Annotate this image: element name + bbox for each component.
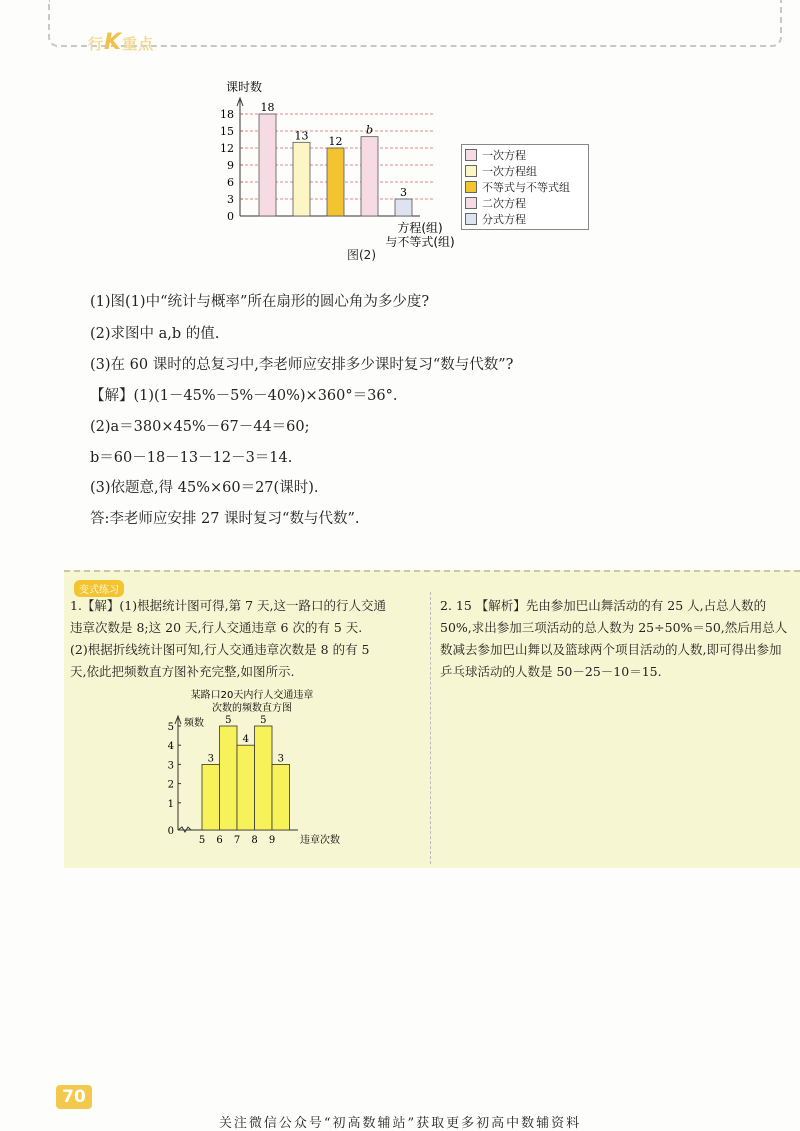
question-1: (1)图(1)中“统计与概率”所在扇形的圆心角为多少度? [90, 294, 430, 310]
answer-line: 答:李老师应安排 27 课时复习“数与代数”. [90, 511, 360, 527]
y-tick-label: 2 [167, 779, 174, 791]
question-3: (3)在 60 课时的总复习中,李老师应安排多少课时复习“数与代数”? [90, 357, 514, 373]
y-axis-label: 课时数 [226, 80, 263, 94]
legend-item [465, 179, 585, 195]
bar-value-label: 4 [242, 734, 249, 746]
y-tick-label: 6 [227, 176, 234, 189]
bar-value-label: 13 [294, 129, 309, 143]
bar [395, 199, 412, 216]
chart-title: 次数的频数直方图 [212, 703, 292, 714]
exercise-tag: 变式练习 [74, 580, 124, 597]
legend-swatch [465, 165, 477, 177]
solution-line-1: 【解】(1)(1－45%－5%－40%)×360°＝36°. [90, 388, 398, 404]
solution-line-3: b＝60－18－13－12－3＝14. [90, 450, 293, 466]
legend-swatch [465, 213, 477, 225]
bar-value-label: 3 [400, 186, 407, 199]
legend-label: 二次方程 [482, 197, 526, 210]
y-tick-label: 5 [167, 722, 174, 733]
x-axis-label: 与不等式(组) [385, 235, 455, 248]
column-divider [430, 592, 431, 864]
exercise-1-text [70, 595, 386, 683]
bar [293, 142, 310, 216]
y-tick-label: 3 [227, 193, 234, 206]
legend-label: 分式方程 [482, 213, 526, 226]
violation-histogram [160, 688, 360, 848]
solution-line-4: (3)依题意,得 45%×60＝27(课时). [90, 480, 319, 496]
legend-label: 一次方程组 [482, 165, 537, 178]
y-tick-label: 0 [167, 826, 174, 837]
histogram-bar [202, 764, 220, 830]
legend-item [465, 211, 585, 227]
legend-label: 不等式与不等式组 [482, 181, 570, 194]
brand-logo: 行K重点 [88, 30, 155, 55]
legend-swatch [465, 149, 477, 161]
exercise-2-line: 50%,求出参加三项活动的总人数为 25÷50%＝50,然后用总人 [440, 620, 788, 635]
x-tick-label: 5 [198, 835, 206, 846]
bar [259, 114, 276, 216]
bar-value-label: 5 [225, 715, 232, 726]
y-tick-label: 12 [220, 142, 234, 155]
y-tick-label: 15 [220, 125, 234, 138]
exercise-1-line: 违章次数是 8;这 20 天,行人交通违章 6 次的有 5 天. [70, 620, 363, 635]
x-tick-label: 9 [268, 835, 276, 846]
bar-value-label: 12 [328, 135, 343, 148]
question-2: (2)求图中 a,b 的值. [90, 326, 220, 342]
legend-item [465, 195, 585, 211]
histogram-bar [220, 726, 238, 830]
x-tick-label: 8 [251, 835, 258, 846]
y-tick-label: 4 [167, 741, 174, 753]
solution-line-2: (2)a＝380×45%－67－44＝60; [90, 419, 310, 435]
lesson-hours-bar-chart [220, 78, 460, 248]
histogram-bar [272, 764, 290, 830]
bar [327, 148, 344, 216]
footer-note: 关注微信公众号“初高数辅站”获取更多初高中数辅资料 [218, 1116, 582, 1131]
bar [361, 137, 378, 216]
exercise-2-text [440, 595, 787, 683]
histogram-bar [255, 726, 273, 830]
exercise-2-line: 2. 15 【解析】先由参加巴山舞活动的有 25 人,占总人数的 [440, 598, 767, 613]
y-tick-label: 0 [227, 210, 234, 223]
bar-value-label: 5 [260, 715, 267, 726]
bar-value-label: 3 [207, 753, 214, 765]
histogram-bar [237, 745, 255, 830]
legend-item [465, 147, 585, 163]
y-tick-label: 1 [167, 798, 174, 810]
x-tick-label: 6 [216, 835, 223, 846]
legend-label: 一次方程 [482, 149, 526, 162]
y-tick-label: 9 [227, 159, 234, 172]
exercise-1-line: 1.【解】(1)根据统计图可得,第 7 天,这一路口的行人交通 [70, 598, 386, 613]
chart-legend [461, 144, 589, 230]
x-axis-label: 违章次数 [300, 835, 340, 846]
exercise-1-line: 天,依此把频数直方图补充完整,如图所示. [70, 664, 295, 679]
bar-value-label: 18 [260, 101, 275, 114]
header-frame [48, 0, 782, 47]
y-tick-label: 3 [167, 760, 174, 772]
y-tick-label: 18 [220, 108, 234, 121]
chart-title: 某路口20天内行人交通违章 [190, 690, 314, 701]
x-axis-label: 方程(组) [397, 221, 443, 235]
exercise-2-line: 数减去参加巴山舞以及篮球两个项目活动的人数,即可得出参加 [440, 642, 782, 657]
bar-value-label: b [365, 123, 374, 137]
legend-item [465, 163, 585, 179]
legend-swatch [465, 197, 477, 209]
page-number: 70 [56, 1085, 92, 1109]
x-tick-label: 7 [233, 835, 241, 846]
y-axis-label: 频数 [184, 718, 204, 729]
bar-value-label: 3 [277, 753, 284, 765]
figure-caption: 图(2) [347, 248, 376, 262]
exercise-1-line: (2)根据折线统计图可知,行人交通违章次数是 8 的有 5 [70, 642, 370, 657]
legend-swatch [465, 181, 477, 193]
exercise-2-line: 乒乓球活动的人数是 50－25－10＝15. [440, 664, 662, 679]
